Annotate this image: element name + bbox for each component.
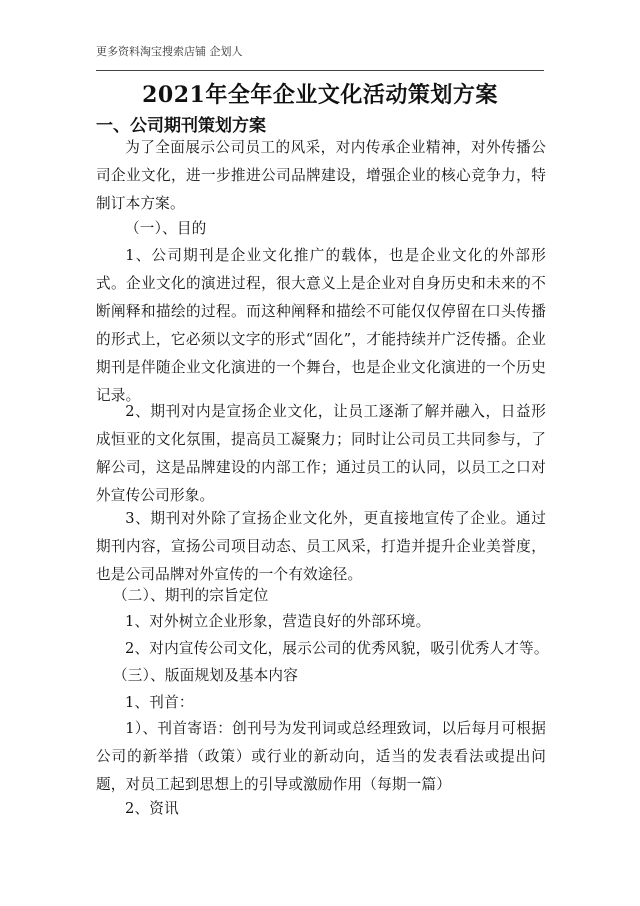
intro-paragraph: 为了全面展示公司员工的风采，对内传承企业精神，对外传播公司企业文化，进一步推进公司品牌建设，增强企业的核心竞争力，特制订本方案。 [96,139,546,212]
purpose-paragraph-3: 3、期刊对外除了宣扬企业文化外，更直接地宣传了企业。通过期刊内容，宣扬公司项目动态、员工风采，打造并提升企业美誉度，也是公司品牌对外宣传的一个有效途径。 [96,510,546,583]
positioning-item-2: 2、对内宣传公司文化，展示公司的优秀风貌，吸引优秀人才等。 [125,640,549,657]
subheading-purpose: （一）、目的 [125,220,207,237]
subheading-positioning: （二）、期刊的宗旨定位 [113,587,269,604]
layout-item-1: 1、刊首： [125,694,194,711]
positioning-item-1: 1、对外树立企业形象，营造良好的外部环境。 [125,613,431,630]
header-divider [96,70,544,71]
layout-item-1-detail: 1）、刊首寄语：创刊号为发刊词或总经理致词，以后每月可根据公司的新举措（政策）或行业的新动向，适当的发表看法或提出问题，对员工起到思想上的引导或激励作用（每期一篇） [96,720,546,793]
section-heading-1: 一、公司期刊策划方案 [96,116,266,136]
purpose-paragraph-1: 1、公司期刊是企业文化推广的载体，也是企业文化的外部形式。企业文化的演进过程，很大意义上是企业对自身历史和未来的不断阐释和描绘的过程。而这种阐释和描绘不可能仅仅停留在口头传播的形式上，它必须以文字的形式“固化”，才能持续并广泛传播。企业期刊是伴随企业文化演进的一个舞台，也是企业文化演进的一个历史记录。 [96,247,546,404]
page-header-text: 更多资料淘宝搜索店铺 企划人 [96,45,243,58]
layout-item-2: 2、资讯 [125,800,179,817]
purpose-paragraph-2: 2、期刊对内是宣扬企业文化，让员工逐渐了解并融入，日益形成恒亚的文化氛围，提高员工凝聚力；同时让公司员工共同参与，了解公司，这是品牌建设的内部工作；通过员工的认同，以员工之口对外宣传公司形象。 [96,403,546,504]
document-title: 2021年全年企业文化活动策划方案 [142,82,498,108]
subheading-layout: （三）、版面规划及基本内容 [113,667,299,684]
